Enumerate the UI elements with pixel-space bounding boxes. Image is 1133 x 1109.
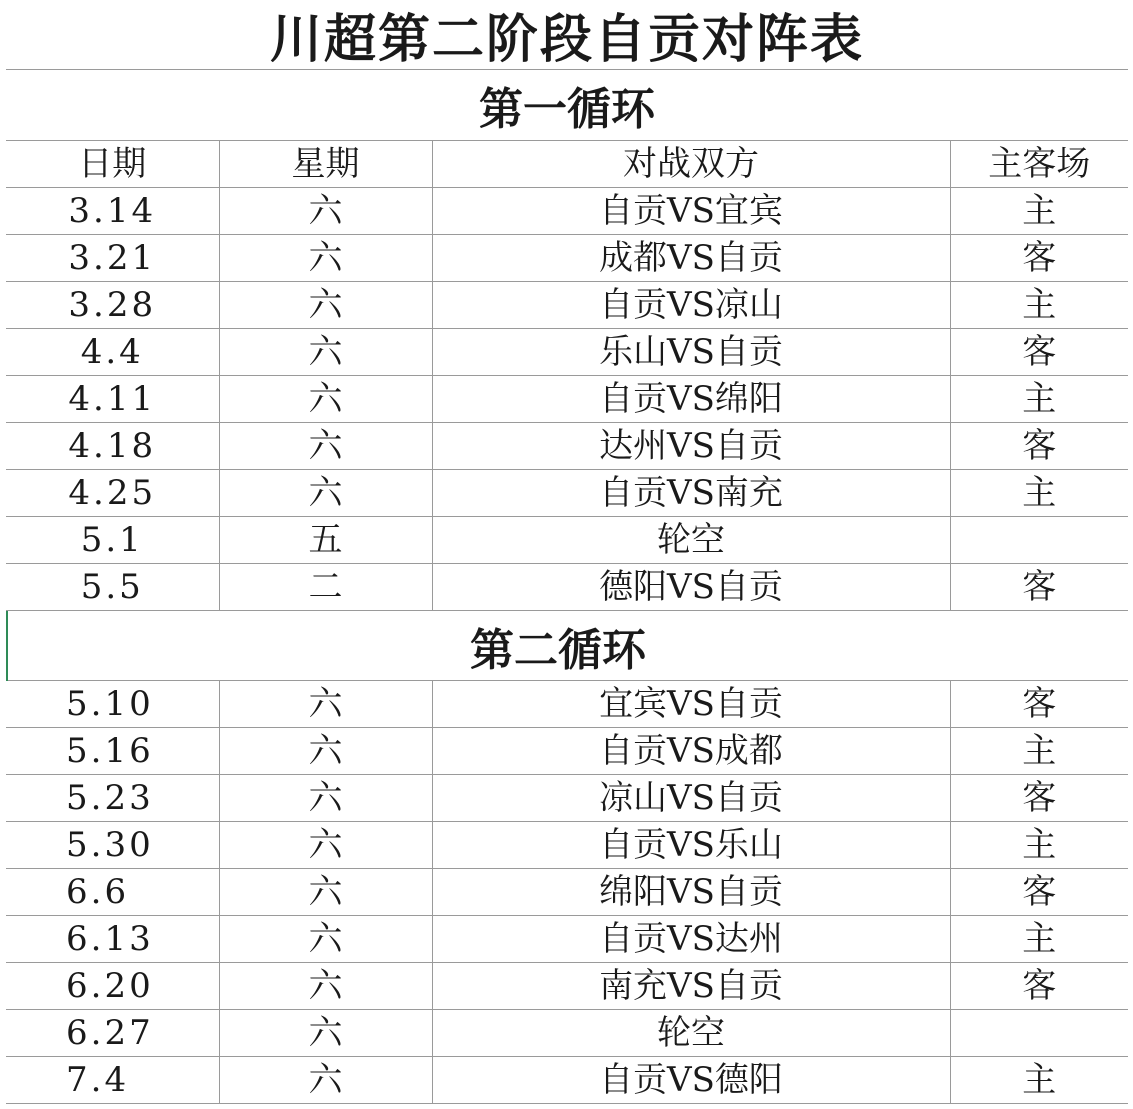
match-cell[interactable]: 达州VS自贡 — [432, 423, 950, 470]
venue-cell[interactable] — [950, 517, 1128, 564]
venue-cell[interactable]: 主 — [950, 188, 1128, 235]
venue-cell[interactable]: 主 — [950, 1057, 1128, 1104]
date-cell[interactable]: 3.28 — [6, 282, 219, 329]
date-cell[interactable]: 6.20 — [6, 963, 219, 1010]
fixture-row — [6, 470, 1128, 517]
fixture-sheet — [6, 0, 1128, 1104]
date-cell[interactable]: 3.21 — [6, 235, 219, 282]
venue-cell[interactable]: 客 — [950, 775, 1128, 822]
weekday-cell[interactable]: 六 — [219, 822, 432, 869]
weekday-cell[interactable]: 六 — [219, 1057, 432, 1104]
match-cell[interactable]: 乐山VS自贡 — [432, 329, 950, 376]
match-cell[interactable]: 自贡VS凉山 — [432, 282, 950, 329]
header-row — [6, 141, 1128, 188]
venue-cell[interactable]: 客 — [950, 681, 1128, 728]
header-weekday[interactable]: 星期 — [219, 141, 432, 188]
fixture-row — [6, 423, 1128, 470]
venue-cell[interactable]: 客 — [950, 423, 1128, 470]
venue-cell[interactable]: 客 — [950, 329, 1128, 376]
weekday-cell[interactable]: 六 — [219, 728, 432, 775]
header-match[interactable]: 对战双方 — [432, 141, 950, 188]
date-cell[interactable]: 5.23 — [6, 775, 219, 822]
venue-cell[interactable]: 客 — [950, 235, 1128, 282]
venue-cell[interactable]: 主 — [950, 376, 1128, 423]
venue-cell[interactable]: 客 — [950, 564, 1128, 611]
fixture-row — [6, 329, 1128, 376]
fixture-row — [6, 963, 1128, 1010]
match-cell[interactable]: 轮空 — [432, 517, 950, 564]
match-cell[interactable]: 凉山VS自贡 — [432, 775, 950, 822]
weekday-cell[interactable]: 六 — [219, 282, 432, 329]
weekday-cell[interactable]: 六 — [219, 681, 432, 728]
weekday-cell[interactable]: 六 — [219, 235, 432, 282]
match-cell[interactable]: 自贡VS绵阳 — [432, 376, 950, 423]
venue-cell[interactable]: 主 — [950, 728, 1128, 775]
weekday-cell[interactable]: 二 — [219, 564, 432, 611]
date-cell[interactable]: 4.11 — [6, 376, 219, 423]
match-cell[interactable]: 宜宾VS自贡 — [432, 681, 950, 728]
weekday-cell[interactable]: 六 — [219, 423, 432, 470]
date-cell[interactable]: 6.27 — [6, 1010, 219, 1057]
weekday-cell[interactable]: 六 — [219, 1010, 432, 1057]
match-cell[interactable]: 自贡VS成都 — [432, 728, 950, 775]
weekday-cell[interactable]: 六 — [219, 376, 432, 423]
date-cell[interactable]: 5.5 — [6, 564, 219, 611]
match-cell[interactable]: 南充VS自贡 — [432, 963, 950, 1010]
weekday-cell[interactable]: 六 — [219, 470, 432, 517]
fixture-row — [6, 188, 1128, 235]
match-cell[interactable]: 自贡VS宜宾 — [432, 188, 950, 235]
match-cell[interactable]: 自贡VS达州 — [432, 916, 950, 963]
venue-cell[interactable]: 客 — [950, 963, 1128, 1010]
match-cell[interactable]: 成都VS自贡 — [432, 235, 950, 282]
fixture-row — [6, 1010, 1128, 1057]
sheet-title[interactable]: 川超第二阶段自贡对阵表 — [6, 0, 1128, 70]
fixture-row — [6, 728, 1128, 775]
active-cell-marker — [6, 611, 8, 681]
venue-cell[interactable]: 客 — [950, 869, 1128, 916]
fixture-row — [6, 916, 1128, 963]
match-cell[interactable]: 自贡VS德阳 — [432, 1057, 950, 1104]
weekday-cell[interactable]: 六 — [219, 775, 432, 822]
header-date[interactable]: 日期 — [6, 141, 219, 188]
date-cell[interactable]: 4.25 — [6, 470, 219, 517]
fixture-row — [6, 775, 1128, 822]
fixture-row — [6, 822, 1128, 869]
venue-cell[interactable]: 主 — [950, 916, 1128, 963]
match-cell[interactable]: 德阳VS自贡 — [432, 564, 950, 611]
fixture-row — [6, 235, 1128, 282]
match-cell[interactable]: 绵阳VS自贡 — [432, 869, 950, 916]
fixture-row — [6, 681, 1128, 728]
weekday-cell[interactable]: 六 — [219, 963, 432, 1010]
round2-heading-label: 第二循环 — [470, 624, 646, 676]
round2-heading[interactable] — [6, 611, 1128, 681]
fixture-row — [6, 376, 1128, 423]
date-cell[interactable]: 5.30 — [6, 822, 219, 869]
fixture-row — [6, 282, 1128, 329]
round1-heading[interactable]: 第一循环 — [6, 70, 1128, 141]
fixture-row — [6, 517, 1128, 564]
date-cell[interactable]: 7.4 — [6, 1057, 219, 1104]
venue-cell[interactable]: 主 — [950, 822, 1128, 869]
fixture-row — [6, 1057, 1128, 1104]
match-cell[interactable]: 轮空 — [432, 1010, 950, 1057]
weekday-cell[interactable]: 六 — [219, 188, 432, 235]
match-cell[interactable]: 自贡VS南充 — [432, 470, 950, 517]
fixture-row — [6, 869, 1128, 916]
round1-table — [6, 141, 1128, 611]
round2-table — [6, 681, 1128, 1104]
weekday-cell[interactable]: 六 — [219, 916, 432, 963]
weekday-cell[interactable]: 五 — [219, 517, 432, 564]
weekday-cell[interactable]: 六 — [219, 869, 432, 916]
date-cell[interactable]: 6.6 — [6, 869, 219, 916]
weekday-cell[interactable]: 六 — [219, 329, 432, 376]
date-cell[interactable]: 5.16 — [6, 728, 219, 775]
date-cell[interactable]: 4.4 — [6, 329, 219, 376]
date-cell[interactable]: 5.1 — [6, 517, 219, 564]
date-cell[interactable]: 5.10 — [6, 681, 219, 728]
fixture-row — [6, 564, 1128, 611]
venue-cell[interactable] — [950, 1010, 1128, 1057]
venue-cell[interactable]: 主 — [950, 470, 1128, 517]
date-cell[interactable]: 6.13 — [6, 916, 219, 963]
date-cell[interactable]: 3.14 — [6, 188, 219, 235]
venue-cell[interactable]: 主 — [950, 282, 1128, 329]
date-cell[interactable]: 4.18 — [6, 423, 219, 470]
match-cell[interactable]: 自贡VS乐山 — [432, 822, 950, 869]
header-venue[interactable]: 主客场 — [950, 141, 1128, 188]
